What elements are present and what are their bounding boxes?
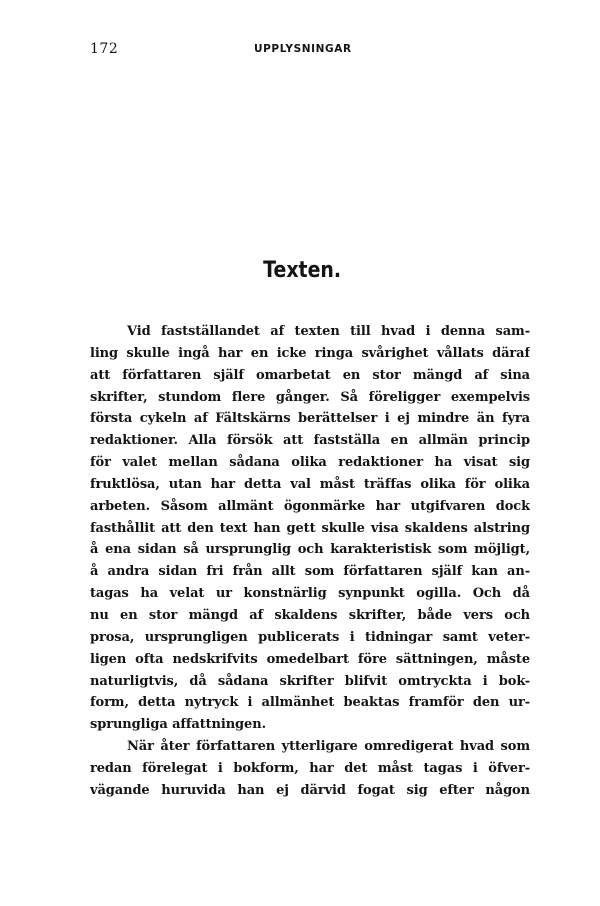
text-line: naturligtvis, då sådana skrifter blifvit omtryckta i bok- [90, 673, 530, 689]
text-line: När åter författaren ytterligare omredigerat hvad som [127, 739, 530, 755]
text-line: ling skulle ingå har en icke ringa svårighet vållats däraf [90, 345, 530, 361]
text-line: ligen ofta nedskrifvits omedelbart före sättningen, måste [90, 651, 530, 667]
section-heading: Texten. [263, 258, 342, 283]
text-line: vägande huruvida han ej därvid fogat sig efter någon [90, 782, 530, 798]
text-line: fruktlösa, utan har detta val måst träffas olika för olika [90, 476, 530, 492]
text-line: fasthållit att den text han gett skulle visa skaldens alstring [90, 520, 530, 536]
text-line: redaktioner. Alla försök att fastställa en allmän princip [90, 433, 530, 449]
text-line: skrifter, stundom flere gånger. Så föreligger exempelvis [90, 389, 530, 405]
text-line: redan förelegat i bokform, har det måst tagas i öfver- [90, 760, 530, 776]
text-line: arbeten. Såsom allmänt ögonmärke har utgifvaren dock [90, 498, 530, 514]
text-line: prosa, ursprungligen publicerats i tidningar samt veter- [90, 629, 530, 645]
text-line: första cykeln af Fältskärns berättelser i ej mindre än fyra [90, 411, 530, 427]
text-line: å andra sidan fri från allt som författaren själf kan an- [90, 564, 530, 580]
text-line: för valet mellan sådana olika redaktioner ha visat sig [90, 455, 530, 471]
running-head: UPPLYSNINGAR [254, 43, 352, 55]
text-line: att författaren själf omarbetat en stor mängd af sina [90, 367, 530, 383]
text-line: sprungliga affattningen. [90, 717, 266, 733]
page-number: 172 [90, 41, 119, 57]
body-text [90, 321, 530, 802]
text-line: nu en stor mängd af skaldens skrifter, både vers och [90, 607, 530, 623]
text-line: form, detta nytryck i allmänhet beaktas framför den ur- [90, 695, 530, 711]
text-line: tagas ha velat ur konstnärlig synpunkt ogilla. Och då [90, 586, 530, 602]
text-line: å ena sidan så ursprunglig och karakteristisk som möjligt, [90, 542, 530, 558]
text-line: Vid fastställandet af texten till hvad i denna sam- [127, 324, 530, 339]
